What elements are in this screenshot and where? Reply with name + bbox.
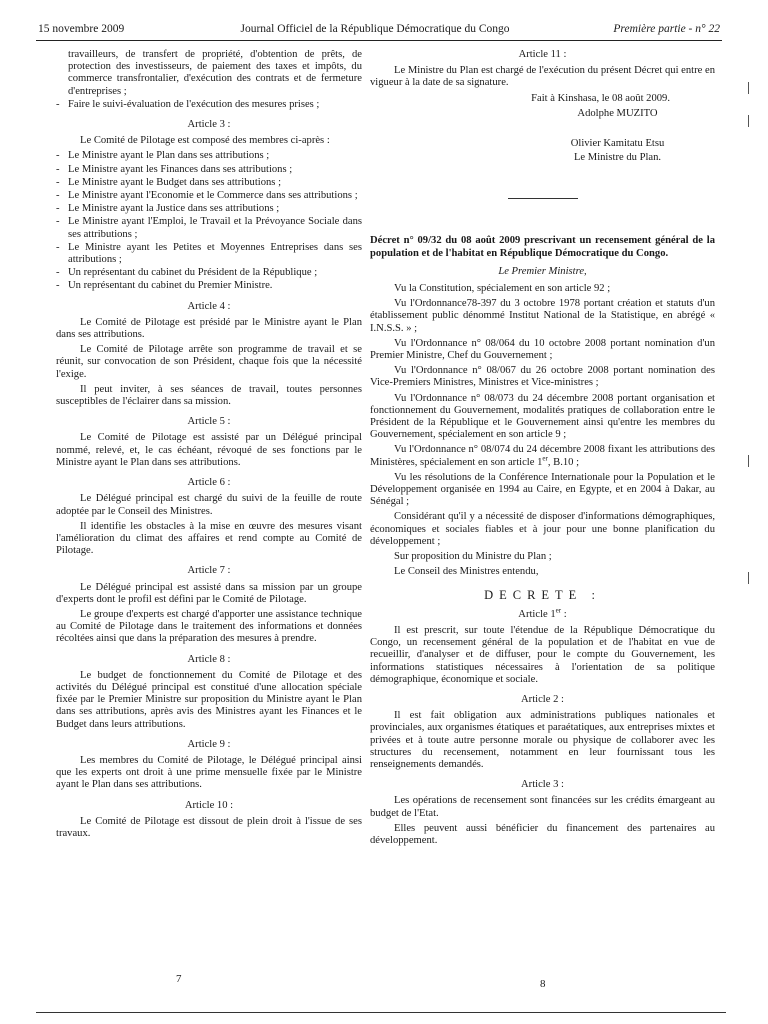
continued-list — [56, 99, 362, 111]
paragraph: Il peut inviter, à ses séances de travail, toutes personnes susceptibles de l'éclairer dans sa mission. — [56, 383, 362, 408]
paragraph: Le Comité de Pilotage est dissout de plein droit à l'issue de ses travaux. — [56, 815, 362, 839]
scan-mark — [748, 115, 749, 127]
article-heading: Article 5 : — [187, 416, 231, 428]
paragraph: Le Conseil des Ministres entendu, — [394, 566, 539, 578]
article-heading: Article 7 : — [187, 565, 231, 577]
article-heading: Article 11 : — [518, 49, 567, 60]
paragraph — [370, 444, 715, 468]
article-heading: Article 10 : — [184, 799, 234, 811]
article-heading: Article 2 : — [521, 693, 564, 705]
paragraph: Il est prescrit, sur toute l'étendue de la République Démocratique du Congo, un recensement général de la population et de l'habitat en vue de recueillir, d'analyser et de diffuser, pour le compte du Gouvernement, les informations statistiques nécessaires à l'orientation de sa politique démographique, économique et sociale. — [370, 624, 715, 685]
paragraph: Il est fait obligation aux administrations publiques nationales et provinciales, aux organismes étatiques et paraétatiques, aux entreprises mixtes et privées et à toute autre personne morale ou physique de collaborer avec les structures du recensement, notamment en leur fournissant tous les renseignements demandés. — [370, 710, 715, 770]
paragraph: Il identifie les obstacles à la mise en œuvre des mesures visant l'amélioration du climat des affaires et rend compte au Comité de Pilotage. — [56, 520, 362, 557]
superscript: er — [542, 454, 548, 463]
header-date: 15 novembre 2009 — [38, 23, 125, 35]
header-journal-title: Journal Officiel de la République Démocratique du Congo — [240, 23, 510, 35]
scan-mark — [748, 455, 749, 467]
paragraph: Vu l'Ordonnance78-397 du 3 octobre 1978 portant création et statuts d'un établissement public dénommé Institut National de la Statistique, en abrégé « I.N.S.S. » ; — [370, 298, 715, 334]
paragraph: Sur proposition du Ministre du Plan ; — [394, 551, 552, 563]
article-heading: Article 8 : — [187, 653, 231, 665]
paragraph: Le budget de fonctionnement du Comité de Pilotage et des activités du Délégué principal est constitué d'une allocation spéciale fixée par le Premier Ministre sur proposition du Ministre ayant le Plan dans ses attributions, après avis des Ministres ayant les Finances et le Budget dans leurs attributions. — [56, 669, 362, 730]
paragraph: Le Comité de Pilotage est présidé par le Ministre ayant le Plan dans ses attributions. — [56, 316, 362, 341]
paragraph: Le Délégué principal est assisté dans sa mission par un groupe d'experts dont le profil est défini par le Comité de Pilotage. — [56, 581, 362, 605]
paragraph-text: , B.10 ; — [547, 456, 580, 468]
signatory-name: Olivier Kamitatu Etsu — [570, 138, 665, 150]
paragraph: Le Ministre du Plan est chargé de l'exécution du présent Décret qui entre en vigueur à la date de sa signature. — [370, 65, 715, 89]
list-item: - Le Ministre ayant les Petites et Moyennes Entreprises dans ses attributions ; — [56, 242, 362, 266]
scan-mark — [748, 82, 749, 94]
article-heading: Article 9 : — [187, 738, 231, 750]
list-item: - Le Ministre ayant le Plan dans ses attributions ; — [56, 150, 362, 162]
decrete-heading: DECRETE : — [484, 587, 601, 602]
list-item: - Un représentant du cabinet du Président de la République ; — [56, 267, 362, 279]
superscript: er — [555, 606, 562, 615]
scan-mark — [748, 572, 749, 584]
list-item: - Le Ministre ayant les Finances dans ses attributions ; — [56, 164, 362, 176]
paragraph: Le Comité de Pilotage est assisté par un Délégué principal nommé, relevé, et, le cas échéant, révoqué de ses fonctions par le Ministre ayant le Plan dans ses attributions. — [56, 432, 362, 468]
article-colon: : — [561, 608, 567, 620]
paragraph: Le Délégué principal est chargé du suivi de la feuille de route adoptée par le Conseil des Ministres. — [56, 493, 362, 517]
continued-list-item: travailleurs, de transfert de propriété, d'obtention de prêts, de protection des investisseurs, de paiement des taxes et impôts, du commerce transfrontalier, d'exécution des contrats et de fermeture d'entreprises ; — [68, 49, 362, 97]
right-column — [370, 49, 715, 850]
paragraph-text: Vu l'Ordonnance n° 08/074 du 24 décembre 2008 fixant les attributions des Ministères, spécialement en son article 1 — [370, 444, 715, 468]
signatory-title: Le Ministre du Plan. — [573, 152, 662, 164]
list-item: - Un représentant du cabinet du Premier Ministre. — [56, 280, 362, 292]
issuer-line: Le Premier Ministre, — [498, 265, 587, 277]
paragraph: Considérant qu'il y a nécessité de disposer d'informations démographiques, économiques et sociales fiables et à jour pour une bonne planification du développement ; — [370, 511, 715, 547]
article-heading: Article 3 : — [187, 119, 231, 131]
page-number: 7 — [176, 973, 182, 985]
article-heading — [370, 606, 715, 621]
list-item: - Le Ministre ayant l'Emploi, le Travail et la Prévoyance Sociale dans ses attributions ; — [56, 216, 362, 240]
section-divider — [508, 198, 578, 199]
paragraph: Elles peuvent aussi bénéficier du financement des partenaires au développement. — [370, 822, 715, 846]
page-number: 8 — [540, 978, 546, 990]
decree-title: Décret n° 09/32 du 08 août 2009 prescrivant un recensement général de la population et de l'habitat en République Démocratique du Congo. — [370, 235, 715, 259]
paragraph: Le Comité de Pilotage est composé des membres ci-après : — [80, 135, 330, 147]
article-heading: Article 6 : — [187, 477, 231, 489]
paragraph: Vu l'Ordonnance n° 08/067 du 26 octobre 2008 portant nomination des Vice-Premiers Ministres, Ministres et Vice-ministres ; — [370, 365, 715, 389]
article-heading: Article 4 : — [187, 300, 231, 312]
paragraph: Vu les résolutions de la Conférence Internationale pour la Population et le Développement organisée en 1994 au Caire, en Egypte, et en 2004 à Dakar, au Sénégal ; — [370, 471, 715, 508]
list-item: - Le Ministre ayant l'Economie et le Commerce dans ses attributions ; — [56, 190, 362, 202]
paragraph: Les opérations de recensement sont financées sur les crédits émargeant au budget de l'Etat. — [370, 795, 715, 819]
header-section: Première partie - n° 22 — [613, 23, 720, 35]
page-header — [30, 22, 720, 38]
members-list — [56, 150, 362, 292]
header-rule — [36, 40, 722, 41]
article-label: Article 1 — [518, 608, 556, 620]
list-item: - Le Ministre ayant le Budget dans ses attributions ; — [56, 177, 362, 189]
paragraph: Les membres du Comité de Pilotage, le Délégué principal ainsi que les experts ont droit à une prime mensuelle fixée par le Ministre ayant le Plan dans ses attributions. — [56, 754, 362, 791]
list-item: - Le Ministre ayant la Justice dans ses attributions ; — [56, 203, 362, 215]
bottom-rule — [36, 1012, 726, 1013]
list-item: - Faire le suivi-évaluation de l'exécution des mesures prises ; — [56, 99, 362, 111]
signatory-name: Adolphe MUZITO — [577, 107, 658, 119]
paragraph: Le Comité de Pilotage arrête son programme de travail et se réunit, sur convocation de son Président, chaque fois que la nécessité l'exige. — [56, 344, 362, 380]
place-date: Fait à Kinshasa, le 08 août 2009. — [531, 92, 670, 104]
paragraph: Vu la Constitution, spécialement en son article 92 ; — [394, 283, 611, 295]
article-heading: Article 3 : — [521, 779, 564, 791]
paragraph: Le groupe d'experts est chargé d'apporter une assistance technique au Comité de Pilotage dans le traitement des informations et données récoltées ainsi que dans la préparation des mesures à prendre. — [56, 608, 362, 645]
paragraph: Vu l'Ordonnance n° 08/064 du 10 octobre 2008 portant nomination d'un Premier Ministre, Chef du Gouvernement ; — [370, 337, 715, 362]
paragraph: Vu l'Ordonnance n° 08/073 du 24 décembre 2008 portant organisation et fonctionnement du Gouvernement, modalités pratiques de collaboration entre le Président de la République et le Gouvernement ainsi qu'entre les membres du Gouvernement, spécialement en son article 9 ; — [370, 392, 715, 441]
left-column — [56, 49, 362, 843]
